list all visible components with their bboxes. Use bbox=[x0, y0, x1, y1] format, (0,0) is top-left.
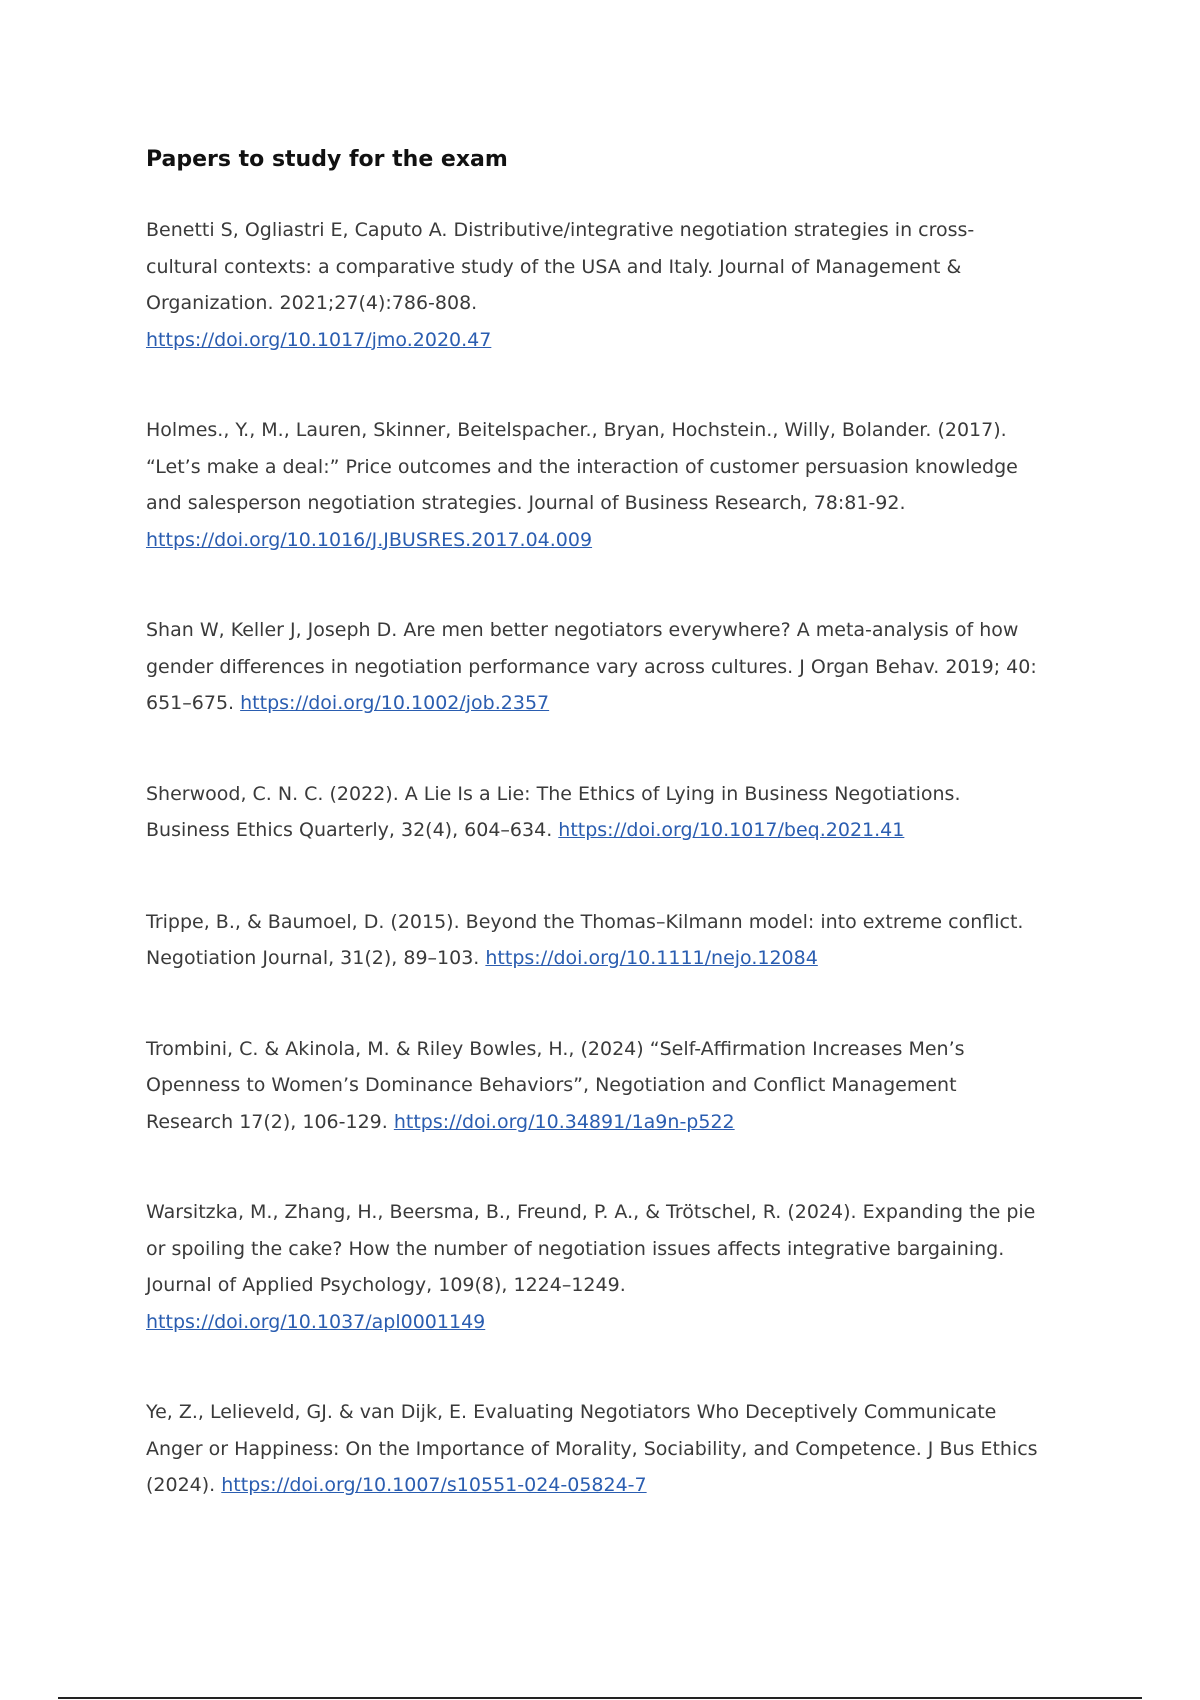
reference-text: Benetti S, Ogliastri E, Caputo A. Distributive/integrative negotiation strategies in cross-cultural contexts: a comparative study of the USA and Italy. Journal of Management & Organization. 2021;27(4):786-808. bbox=[146, 219, 975, 314]
doi-link[interactable]: https://doi.org/10.1017/beq.2021.41 bbox=[558, 819, 905, 841]
reference-item bbox=[146, 1031, 1046, 1141]
reference-text: Ye, Z., Lelieveld, GJ. & van Dijk, E. Evaluating Negotiators Who Deceptively Communicate Anger or Happiness: On the Importance of Morality, Sociability, and Competence. J Bus Ethics (2024). bbox=[146, 1401, 1038, 1496]
reference-text: Warsitzka, M., Zhang, H., Beersma, B., Freund, P. A., & Trötschel, R. (2024). Expanding the pie or spoiling the cake? How the number of negotiation issues affects integrative bargaining. Journal of Applied Psychology, 109(8), 1224–1249. bbox=[146, 1201, 1036, 1296]
reference-item bbox=[146, 1194, 1046, 1340]
reference-text: Holmes., Y., M., Lauren, Skinner, Beitelspacher., Bryan, Hochstein., Willy, Bolander. (2017). “Let’s make a deal:” Price outcomes and the interaction of customer persuasion knowledge and salesperson negotiation strategies. Journal of Business Research, 78:81-92. bbox=[146, 419, 1018, 514]
reference-text: Shan W, Keller J, Joseph D. Are men better negotiators everywhere? A meta-analysis of how gender differences in negotiation performance vary across cultures. J Organ Behav. 2019; 40: 651–675. bbox=[146, 619, 1037, 714]
reference-text: Trombini, C. & Akinola, M. & Riley Bowles, H., (2024) “Self-Affirmation Increases Men’s Openness to Women’s Dominance Behaviors”, Negotiation and Conflict Management Research 17(2), 106-129. bbox=[146, 1037, 965, 1133]
doi-link[interactable]: https://doi.org/10.34891/1a9n-p522 bbox=[393, 1110, 735, 1133]
reference-item bbox=[146, 612, 1046, 722]
document-body bbox=[146, 142, 1046, 1504]
reference-item bbox=[146, 412, 1046, 558]
reference-text: Trippe, B., & Baumoel, D. (2015). Beyond the Thomas–Kilmann model: into extreme conflict. Negotiation Journal, 31(2), 89–103. bbox=[146, 910, 1024, 969]
reference-item bbox=[146, 212, 1046, 358]
doi-link[interactable]: https://doi.org/10.1111/nejo.12084 bbox=[485, 947, 818, 969]
reference-text: Sherwood, C. N. C. (2022). A Lie Is a Lie: The Ethics of Lying in Business Negotiations. Business Ethics Quarterly, 32(4), 604–634. bbox=[146, 782, 961, 841]
page-bottom-divider bbox=[58, 1697, 1142, 1699]
page-title: Papers to study for the exam bbox=[146, 147, 508, 172]
doi-link[interactable]: https://doi.org/10.1037/apl0001149 bbox=[146, 1310, 486, 1333]
doi-link[interactable]: https://doi.org/10.1017/jmo.2020.47 bbox=[146, 328, 492, 351]
doi-link[interactable]: https://doi.org/10.1016/J.JBUSRES.2017.04.009 bbox=[146, 528, 593, 551]
doi-link[interactable]: https://doi.org/10.1002/job.2357 bbox=[240, 692, 550, 714]
reference-item bbox=[146, 904, 1046, 977]
doi-link[interactable]: https://doi.org/10.1007/s10551-024-05824-7 bbox=[221, 1474, 647, 1496]
reference-item bbox=[146, 1394, 1046, 1504]
reference-item bbox=[146, 776, 1046, 849]
